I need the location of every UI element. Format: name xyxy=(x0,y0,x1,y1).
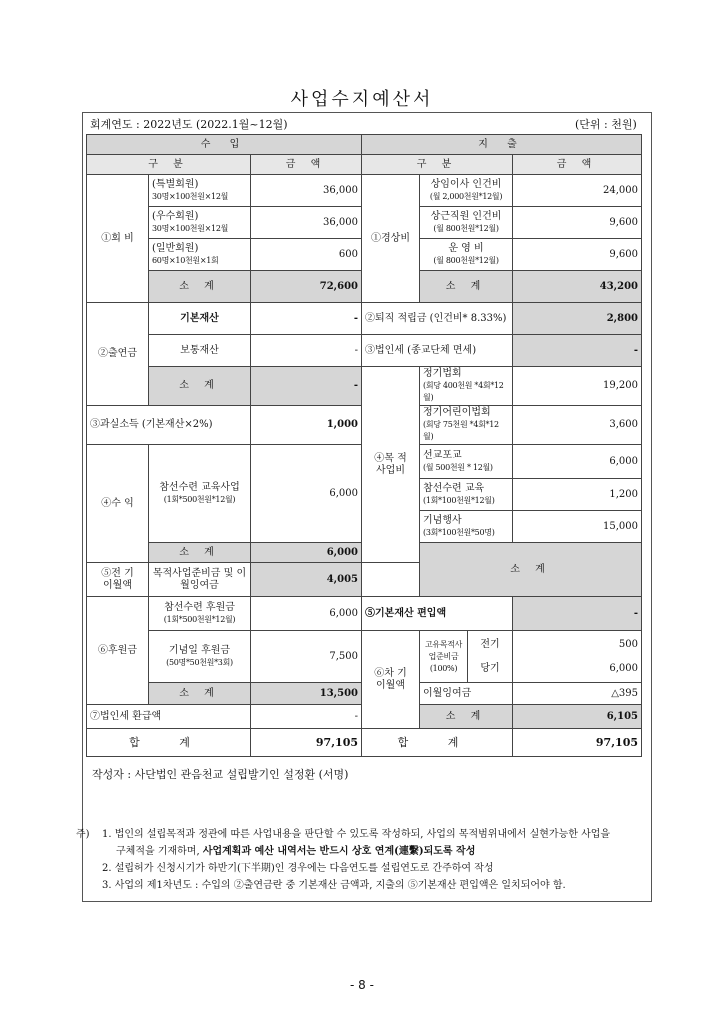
notes-lead: 주) xyxy=(76,829,90,840)
expense-amount-header: 금 액 xyxy=(513,155,642,175)
purpose-amount: 1,200 xyxy=(513,479,642,511)
revenue-label: ④수 익 xyxy=(87,445,149,563)
expense-header: 지 출 xyxy=(362,135,642,155)
donation-item: 기념일 후원금 (50명*50천원*3회) xyxy=(149,631,251,683)
expense-category-header: 구 분 xyxy=(362,155,513,175)
contribution-amount: - xyxy=(251,303,362,335)
note-2: 2. 설립허가 신청시기가 하반기(下半期)인 경우에는 다음연도를 설립연도로 간주하여 작성 xyxy=(102,863,494,874)
budget-table xyxy=(86,134,642,757)
purpose-amount: 3,600 xyxy=(513,406,642,445)
contribution-subtotal-label: 소 계 xyxy=(149,367,251,406)
contribution-item: 기본재산 xyxy=(149,303,251,335)
interest-amount: 1,000 xyxy=(251,406,362,445)
operating-subtotal-label: 소 계 xyxy=(420,271,513,303)
income-category-header: 구 분 xyxy=(87,155,251,175)
endowment-label: ⑤기본재산 편입액 xyxy=(362,597,513,631)
operating-amount: 9,600 xyxy=(513,207,642,239)
membership-amount: 36,000 xyxy=(251,207,362,239)
revenue-amount: 6,000 xyxy=(251,445,362,543)
donation-item: 참선수련 후원금 (1회*500천원*12월) xyxy=(149,597,251,631)
membership-amount: 600 xyxy=(251,239,362,271)
corp-tax-amount: - xyxy=(513,335,642,367)
carryover-label: ⑤전 기 이월액 xyxy=(87,563,149,597)
prev-curr-labels: 전기 당기 xyxy=(468,631,513,683)
unit-label: (단위 : 천원) xyxy=(575,118,637,131)
donation-label: ⑥후원금 xyxy=(87,597,149,705)
next-year-label: ⑥차 기 이월액 xyxy=(362,631,420,729)
note-1: 주) 1. 법인의 설립목적과 정관에 따른 사업내용을 판단할 수 있도록 작성하되, 사업의 목적범위내에서 실현가능한 사업을 xyxy=(76,826,656,843)
page-title: 사업수지예산서 xyxy=(290,89,434,110)
purpose-item: 참선수련 교육 (1회*100천원*12월) xyxy=(420,479,513,511)
operating-item: 상임이사 인건비 (월 2,000천원*12월) xyxy=(420,175,513,207)
membership-item: (특별회원) 30명×100천원×12월 xyxy=(149,175,251,207)
note-3: 3. 사업의 제1차년도 : 수입의 ②출연금란 중 기본재산 금액과, 지출의 ⑤기본재산 편입액은 일치되어야 함. xyxy=(102,880,566,891)
note-1-continued: 구체적을 기재하며, 사업계획과 예산 내역서는 반드시 상호 연계(連繫)되도록 작성 xyxy=(116,846,476,857)
purpose-amount: 6,000 xyxy=(513,445,642,479)
operating-item: 운 영 비 (월 800천원*12월) xyxy=(420,239,513,271)
membership-subtotal: 72,600 xyxy=(251,271,362,303)
writer-signature-line: 작성자 : 사단법인 관음천교 설립발기인 설정환 (서명) xyxy=(92,768,349,781)
purpose-label: ④목 적 사업비 xyxy=(362,367,420,563)
income-total: 97,105 xyxy=(251,729,362,757)
revenue-subtotal-label: 소 계 xyxy=(149,543,251,563)
purpose-amount: 19,200 xyxy=(513,367,642,406)
operating-label: ①경상비 xyxy=(362,175,420,303)
fiscal-year: 회계연도 : 2022년도 (2022.1월~12월) xyxy=(90,118,288,131)
membership-amount: 36,000 xyxy=(251,175,362,207)
revenue-item: 참선수련 교육사업 (1회*500천원*12월) xyxy=(149,445,251,543)
purpose-item: 정기법회 (회당 400천원 *4회*12월) xyxy=(420,367,513,406)
tax-refund-amount: - xyxy=(251,705,362,729)
endowment-amount: - xyxy=(513,597,642,631)
income-total-label: 합 계 xyxy=(87,729,251,757)
tax-refund-label: ⑦법인세 환급액 xyxy=(87,705,251,729)
expense-total: 97,105 xyxy=(513,729,642,757)
income-header: 수 입 xyxy=(87,135,362,155)
purpose-subtotal-label: 소 계 xyxy=(420,543,642,597)
carryover-amount: 4,005 xyxy=(251,563,362,597)
notes-section xyxy=(76,826,656,894)
purpose-item: 정기어린이법회 (회당 75천원 *4회*12월) xyxy=(420,406,513,445)
contribution-item: 보통재산 xyxy=(149,335,251,367)
retirement-label: ②퇴직 적립금 (인건비* 8.33%) xyxy=(362,303,513,335)
prev-curr-amounts: 500 6,000 xyxy=(513,631,642,683)
donation-subtotal-label: 소 계 xyxy=(149,683,251,705)
contribution-label: ②출연금 xyxy=(87,303,149,406)
retirement-amount: 2,800 xyxy=(513,303,642,335)
purpose-item: 선교포교 (월 500천원 * 12월) xyxy=(420,445,513,479)
purpose-amount: 15,000 xyxy=(513,511,642,543)
donation-subtotal: 13,500 xyxy=(251,683,362,705)
membership-item: (일반회원) 60명×10천원×1회 xyxy=(149,239,251,271)
contribution-subtotal: - xyxy=(251,367,362,406)
interest-label: ③과실소득 (기본재산×2%) xyxy=(87,406,251,445)
donation-amount: 6,000 xyxy=(251,597,362,631)
operating-amount: 24,000 xyxy=(513,175,642,207)
membership-label: ①회 비 xyxy=(87,175,149,303)
next-year-subtotal: 6,105 xyxy=(513,705,642,729)
surplus-label: 이월잉여금 xyxy=(420,683,513,705)
expense-total-label: 합 계 xyxy=(362,729,513,757)
membership-item: (우수회원) 30명×100천원×12월 xyxy=(149,207,251,239)
reserve-label: 고유목적사업준비금(100%) xyxy=(420,631,468,683)
corp-tax-label: ③법인세 (종교단체 면세) xyxy=(362,335,513,367)
operating-amount: 9,600 xyxy=(513,239,642,271)
operating-subtotal: 43,200 xyxy=(513,271,642,303)
operating-item: 상근직원 인건비 (월 800천원*12월) xyxy=(420,207,513,239)
surplus-amount: △395 xyxy=(513,683,642,705)
donation-amount: 7,500 xyxy=(251,631,362,683)
page-number: - 8 - xyxy=(350,978,374,992)
contribution-amount: - xyxy=(251,335,362,367)
revenue-subtotal: 6,000 xyxy=(251,543,362,563)
membership-subtotal-label: 소 계 xyxy=(149,271,251,303)
next-year-subtotal-label: 소 계 xyxy=(420,705,513,729)
purpose-item: 기념행사 (3회*100천원*50명) xyxy=(420,511,513,543)
income-amount-header: 금 액 xyxy=(251,155,362,175)
carryover-item: 목적사업준비금 및 이월잉여금 xyxy=(149,563,251,597)
